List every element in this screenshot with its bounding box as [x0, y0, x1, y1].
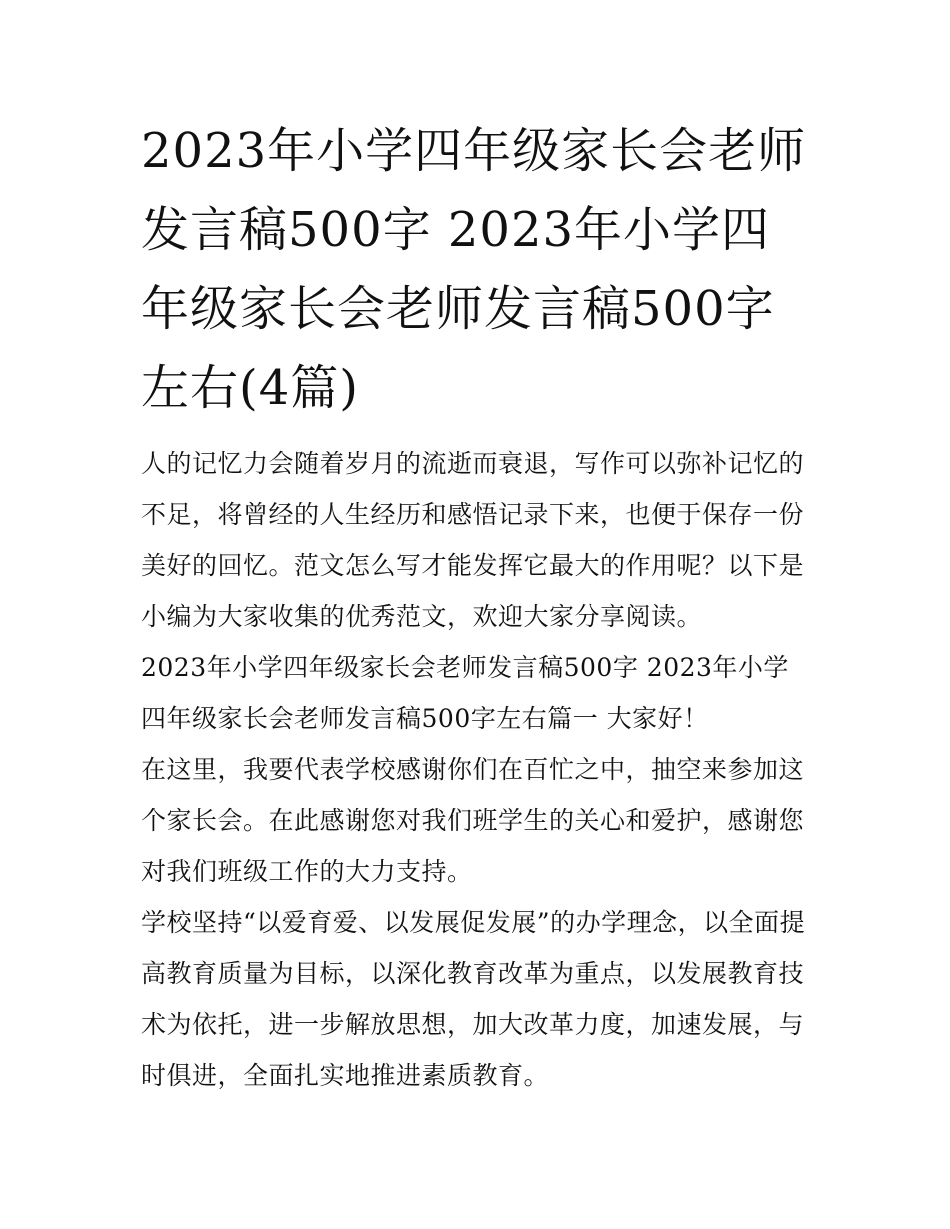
paragraph-school-philosophy: 学校坚持“以爱育爱、以发展促发展”的办学理念，以全面提高教育质量为目标，以深化教育改革为重点，以发展教育技术为依托，进一步解放思想，加大改革力度，加速发展，与时俱进，全面扎实地推进素质教育。	[141, 908, 806, 1090]
document-content	[141, 112, 813, 1101]
paragraph-intro: 人的记忆力会随着岁月的流逝而衰退，写作可以弥补记忆的不足，将曾经的人生经历和感悟记录下来，也便于保存一份美好的回忆。范文怎么写才能发挥它最大的作用呢？以下是小编为大家收集的优秀范文，欢迎大家分享阅读。	[141, 449, 805, 631]
document-body	[141, 438, 813, 1101]
paragraph-thanks: 在这里，我要代表学校感谢你们在百忙之中，抽空来参加这个家长会。在此感谢您对我们班学生的关心和爱护，感谢您对我们班级工作的大力支持。	[141, 755, 805, 886]
document-title: 2023年小学四年级家长会老师发言稿500字 2023年小学四年级家长会老师发言稿500字左右(4篇)	[141, 123, 807, 416]
paragraph-heading-line: 2023年小学四年级家长会老师发言稿500字 2023年小学四年级家长会老师发言稿500字左右篇一 大家好！	[141, 653, 789, 733]
